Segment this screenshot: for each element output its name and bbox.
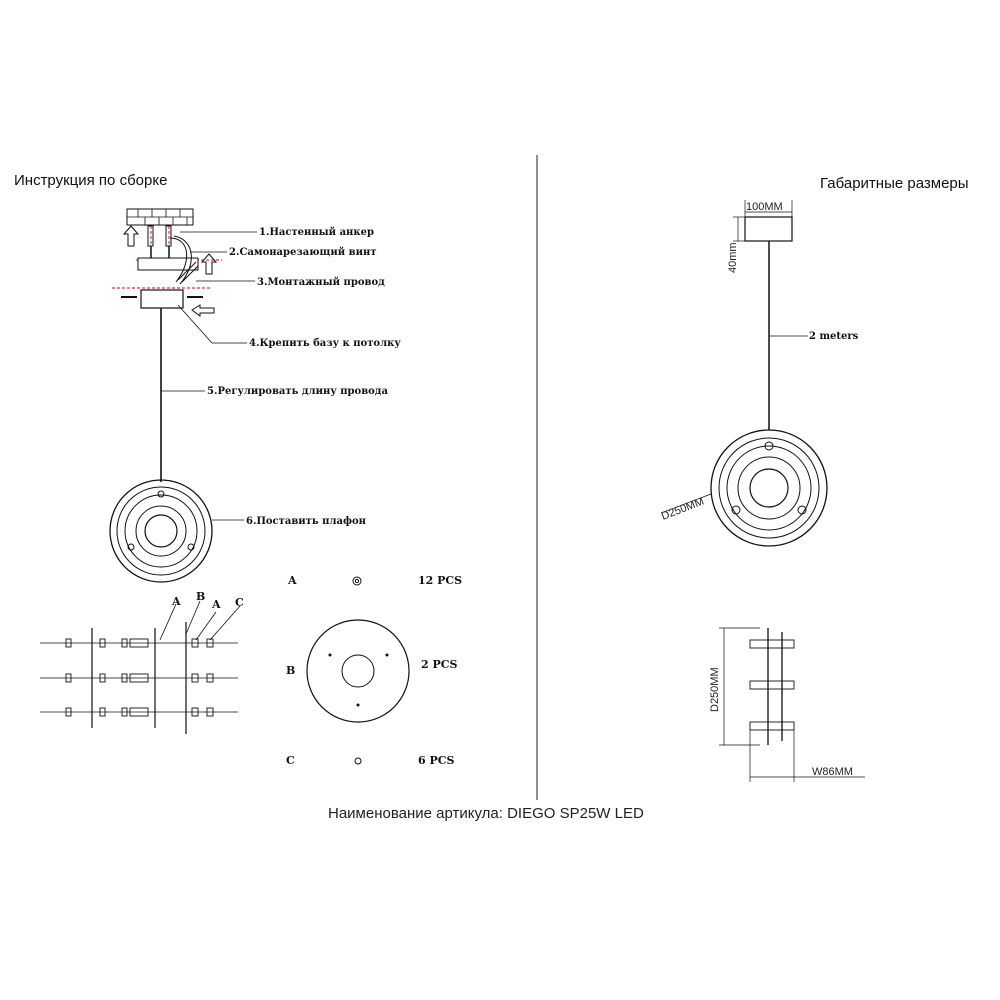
mounting-plate <box>138 258 198 270</box>
glass-disc-part-icon <box>307 620 409 722</box>
step-5-label: 5.Регулировать длину провода <box>207 386 388 397</box>
detail-label-a-1: A <box>172 595 181 608</box>
article-name: Наименование артикула: DIEGO SP25W LED <box>328 805 644 822</box>
step-2-label: 2.Самонарезающий винт <box>229 247 377 258</box>
part-c-quantity: 6 PCS <box>418 754 455 767</box>
step-4-label: 4.Крепить базу к потолку <box>249 338 401 349</box>
part-c-letter: C <box>286 754 295 767</box>
step-1-label: 1.Настенный анкер <box>259 227 374 238</box>
side-height-dimension: D250MM <box>709 667 721 712</box>
ceiling-brick-icon <box>127 209 193 225</box>
self-tapping-screw-icon <box>151 246 169 258</box>
detail-label-b: B <box>196 590 206 603</box>
part-b-letter: B <box>286 664 296 677</box>
pendant-front-dimension-view <box>661 200 827 546</box>
detail-label-a-2: A <box>212 598 221 611</box>
side-width-dimension: W86MM <box>812 766 853 778</box>
screw-part-icon <box>353 577 361 585</box>
spacer-part-icon <box>355 758 361 764</box>
part-b-quantity: 2 PCS <box>421 658 458 671</box>
step-3-label: 3.Монтажный провод <box>257 277 385 288</box>
pendant-side-dimension-view <box>719 628 865 782</box>
dimensions-title: Габаритные размеры <box>820 175 969 192</box>
ceiling-mount-illustration <box>110 209 222 582</box>
shade-assembly-detail <box>40 601 240 734</box>
lamp-shade-front <box>110 480 212 582</box>
shade-diameter-dimension: D250MM <box>659 495 706 523</box>
part-a-quantity: 12 PCS <box>418 574 463 587</box>
assembly-instructions-title: Инструкция по сборке <box>14 172 168 189</box>
step-6-label: 6.Поставить плафон <box>246 516 367 527</box>
step-leader-lines <box>161 232 257 520</box>
canopy-height-dimension: 40mm <box>727 242 739 273</box>
detail-label-c: C <box>235 596 244 609</box>
canopy-width-dimension: 100MM <box>746 201 783 213</box>
left-arrow-icon <box>192 305 214 316</box>
part-a-letter: A <box>288 574 297 587</box>
cable-length-dimension: 2 meters <box>809 331 859 342</box>
canopy-base <box>141 290 183 308</box>
